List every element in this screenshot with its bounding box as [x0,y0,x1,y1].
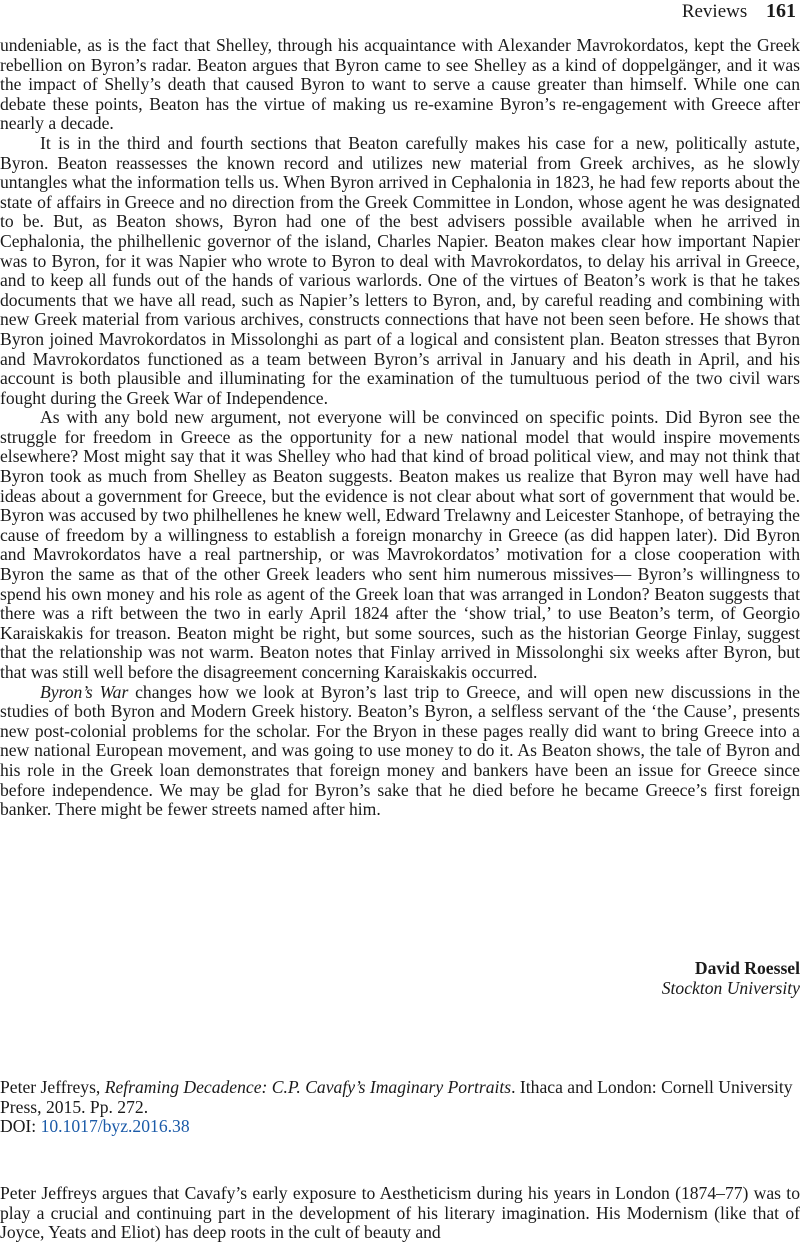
paragraph: It is in the third and fourth sections that Beaton carefully makes his case for a new, politically astute, Byron. Beaton reassesses the known record and utilizes new material from Greek archives, as he slowly untangles what the information tells us. When Byron arrived in Cephalonia in 1823, he had few reports about the state of affairs in Greece and no direction from the Greek Committee in London, whose agent he was designated to be. But, as Beaton shows, Byron had one of the best advisers possible available when he arrived in Cephalonia, the philhellenic governor of the island, Charles Napier. Beaton makes clear how important Napier was to Byron, for it was Napier who wrote to Byron to deal with Mavrokordatos, to delay his arrival in Greece, and to keep all funds out of the hands of various warlords. One of the virtues of Beaton’s work is that he takes documents that we have all read, such as Napier’s letters to Byron, and, by careful reading and combining with new Greek material from various archives, constructs connections that have not been seen before. He shows that Byron joined Mavrokordatos in Missolonghi as part of a logical and consistent plan. Beaton stresses that Byron and Mavrokordatos functioned as a team between Byron’s arrival in January and his death in April, and his account is both plausible and illuminating for the examination of the tumultuous period of the two civil wars fought during the Greek War of Independence. [0,132,800,408]
reviewer-name: David Roessel [694,958,800,978]
running-head-label: Reviews [681,1,748,22]
paragraph: Peter Jeffreys argues that Cavafy’s early exposure to Aestheticism during his years in London (1874–77) was to play a crucial and continuing part in the development of his literary imagination. His Modernism (like that of Joyce, Yeats and Eliot) has deep roots in the cult of beauty and [0,1183,800,1243]
citation-title: Reframing Decadence: C.P. Cavafy’s Imaginary Portraits [104,1077,512,1097]
citation-publication: . Ithaca and London: Cornell University Press, 2015. Pp. 272. [0,1077,793,1117]
review-body [0,36,800,820]
next-review-body [0,1184,800,1243]
paragraph: undeniable, as is the fact that Shelley, through his acquaintance with Alexander Mavrokordatos, kept the Greek rebellion on Byron’s radar. Beaton argues that Byron came to see Shelley as a kind of doppelgänger, and it was the impact of Shelly’s death that caused Byron to want to serve a cause greater than himself. While one can debate these points, Beaton has the virtue of making us re-examine Byron’s re-engagement with Greece after nearly a decade. [0,35,800,134]
running-head [682,0,796,26]
book-title: Byron’s War [40,681,129,702]
doi-link[interactable]: 10.1017/byz.2016.38 [40,1116,190,1137]
doi-label: DOI: [0,1116,41,1137]
reviewer-affiliation: Stockton University [661,978,800,998]
book-citation [0,1078,800,1137]
page-number: 161 [766,0,796,22]
citation-author: Peter Jeffreys, [0,1077,105,1097]
paragraph: As with any bold new argument, not everyone will be convinced on specific points. Did Byron see the struggle for freedom in Greece as the opportunity for a new national model that would inspire movements elsewhere? Most might say that it was Shelley who had that kind of broad political view, and may not think that Byron took as much from Shelley as Beaton suggests. Beaton makes us realize that Byron may well have had ideas about a government for Greece, but the evidence is not clear about what sort of government that would be. Byron was accused by two philhellenes he knew well, Edward Trelawny and Leicester Stanhope, of betraying the cause of freedom by a willingness to establish a foreign monarchy in Greece (as did happen later). Did Byron and Mavrokordatos have a real partnership, or was Mavrokordatos’ motivation for a close cooperation with Byron the same as that of the other Greek leaders who sent him numerous missives— Byron’s willingness to spend his own money and his role as agent of the Greek loan that was arranged in London? Beaton suggests that there was a rift between the two in early April 1824 after the ‘show trial,’ to use Beaton’s term, of Georgio Karaiskakis for treason. Beaton might be right, but some sources, such as the historian George Finlay, suggest that the relationship was not warm. Beaton notes that Finlay arrived in Missolonghi six weeks after Byron, but that was still well before the disagreement concerning Karaiskakis occurred. [0,407,800,682]
paragraph [0,683,800,820]
paragraph-text: changes how we look at Byron’s last trip to Greece, and will open new discussions in the studies of both Byron and Modern Greek history. Beaton’s Byron, a selfless servant of the ‘the Cause’, presents new post-colonial problems for the scholar. For the Bryon in these pages really did want to bring Greece into a new national European movement, and was going to use money to do it. As Beaton shows, the tale of Byron and his role in the Greek loan demonstrates that foreign money and bankers have been an issue for Greece since before independence. We may be glad for Byron’s sake that he died before he became Greece’s first foreign banker. There might be fewer streets named after him. [0,681,800,820]
